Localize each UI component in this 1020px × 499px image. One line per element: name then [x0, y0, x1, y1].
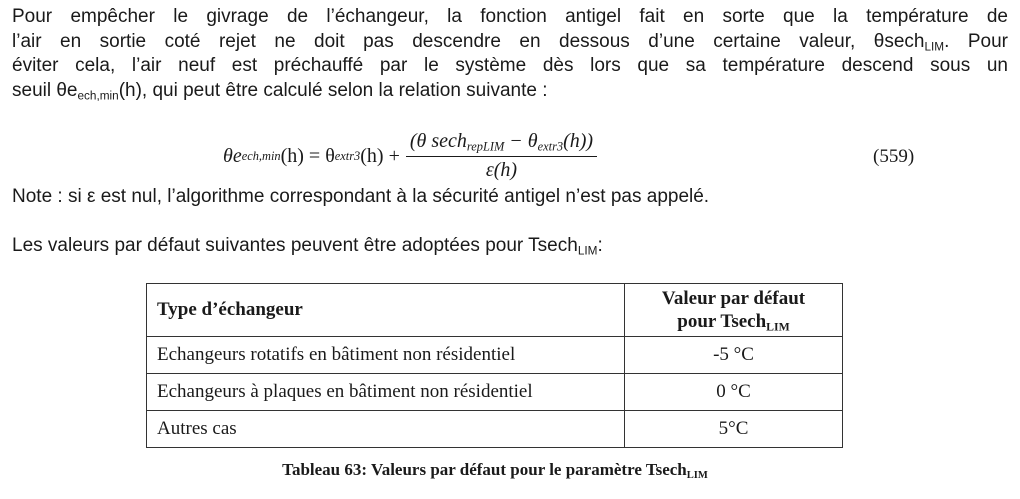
intro-line-4-subscript: ech,min: [77, 88, 119, 102]
defaults-intro-paragraph: [12, 234, 1008, 259]
intro-line-4: [12, 79, 1008, 104]
equation-number: (559): [873, 146, 915, 167]
row-type-cell: Autres cas: [147, 411, 625, 448]
intro-line-2: [12, 30, 1008, 55]
table-row: [147, 337, 843, 374]
table-row: [147, 374, 843, 411]
header-default-value-line2: pour Tsech: [677, 311, 767, 332]
caption-subscript: LIM: [686, 469, 708, 481]
eq-numerator: [406, 130, 597, 157]
header-default-value-line1: Valeur par défaut: [661, 288, 806, 309]
eq-num-sub1: repLIM: [466, 139, 505, 154]
header-default-value-sub: LIM: [766, 320, 790, 334]
eq-rhs1-arg: (h) +: [360, 144, 400, 167]
row-value-cell: -5 °C: [625, 337, 843, 374]
intro-line-4-end: (h), qui peut être calculé selon la relation suivante :: [118, 79, 548, 101]
note-paragraph: Note : si ε est nul, l’algorithme correspondant à la sécurité antigel n’est pas appelé.: [12, 186, 710, 207]
intro-line-2-end: . Pour: [944, 30, 1008, 52]
defaults-intro-subscript: LIM: [577, 244, 598, 258]
eq-lhs: θe: [223, 144, 242, 167]
defaults-intro-end: :: [597, 235, 603, 256]
eq-num-sub2: extr3: [537, 139, 564, 154]
row-type-cell: Echangeurs rotatifs en bâtiment non résidentiel: [147, 337, 625, 374]
table-header-row: [147, 284, 843, 337]
eq-denominator: ε(h): [485, 159, 518, 181]
header-default-value: [625, 284, 843, 337]
intro-line-1: Pour empêcher le givrage de l’échangeur, la fonction antigel fait en sorte que la température de: [12, 6, 1008, 27]
row-value-cell: 5°C: [625, 411, 843, 448]
row-value-cell: 0 °C: [625, 374, 843, 411]
eq-num-close: (h)): [563, 130, 594, 152]
table-row: [147, 411, 843, 448]
intro-paragraph: [12, 5, 1008, 103]
intro-line-4-text: seuil θe: [12, 79, 78, 101]
intro-line-2-subscript: LIM: [924, 39, 945, 53]
eq-num-open: (θ sech: [409, 130, 467, 152]
eq-lhs-arg: (h) = θ: [280, 144, 335, 167]
header-exchanger-type: Type d’échangeur: [147, 284, 625, 337]
eq-fraction: [406, 130, 597, 182]
equation-body: θe ech,min (h) = θ extr3 (h) + $\frac{(\theta \sec h_{repLIM} - \theta_{extr3}(h))}{\varepsilon(h)}$: [223, 130, 597, 182]
table-caption: [0, 460, 990, 480]
row-type-cell: Echangeurs à plaques en bâtiment non résidentiel: [147, 374, 625, 411]
intro-line-3: éviter cela, l’air neuf est préchauffé par le système dès lors que sa température descend sous un: [12, 55, 1008, 76]
default-values-table: [146, 283, 843, 448]
caption-text: Tableau 63: Valeurs par défaut pour le paramètre Tsech: [282, 460, 687, 479]
defaults-intro-text: Les valeurs par défaut suivantes peuvent être adoptées pour Tsech: [12, 235, 578, 256]
equation-559: [0, 124, 1020, 184]
eq-num-mid: − θ: [504, 130, 538, 152]
intro-line-2-text: l’air en sortie coté rejet ne doit pas descendre en dessous d’une certaine valeur, θsech: [12, 30, 925, 52]
